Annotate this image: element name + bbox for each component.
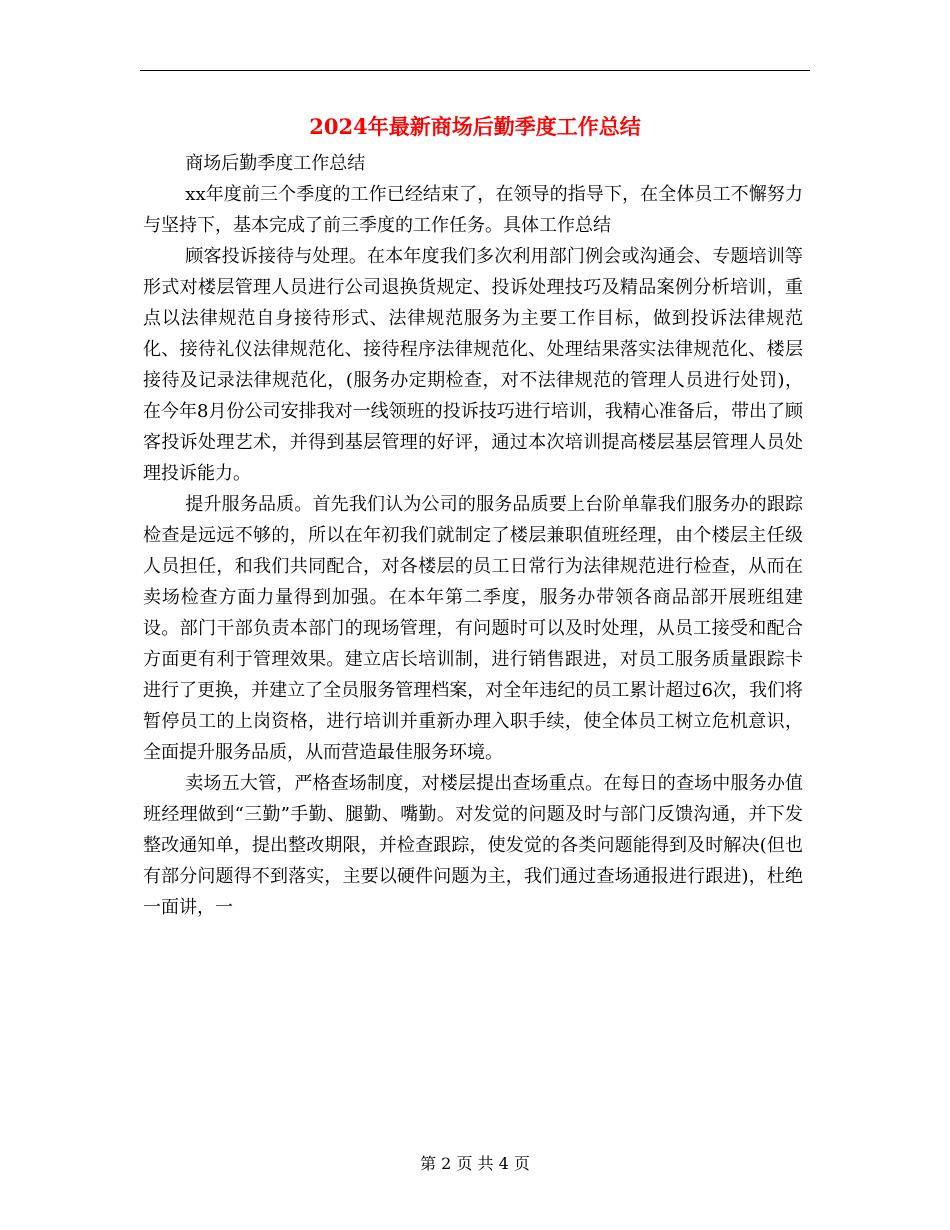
header-rule	[140, 70, 810, 71]
service-quality-paragraph: 提升服务品质。首先我们认为公司的服务品质要上台阶单靠我们服务办的跟踪检查是远远不够的，所以在年初我们就制定了楼层兼职值班经理，由个楼层主任级人员担任，和我们共同配合，对各楼层的员工日常行为法律规范进行检查，从而在卖场检查方面力量得到加强。在本年第二季度，服务办带领各商品部开展班组建设。部门干部负责本部门的现场管理，有问题时可以及时处理，从员工接受和配合方面更有利于管理效果。建立店长培训制，进行销售跟进，对员工服务质量跟踪卡进行了更换，并建立了全员服务管理档案，对全年违纪的员工累计超过6次，我们将暂停员工的上岗资格，进行培训并重新办理入职手续，使全体员工树立危机意识，全面提升服务品质，从而营造最佳服务环境。	[143, 494, 803, 763]
section-heading: 商场后勤季度工作总结	[185, 153, 366, 174]
document-title: 2024年最新商场后勤季度工作总结	[309, 114, 641, 139]
intro-paragraph: xx年度前三个季度的工作已经结束了，在领导的指导下，在全体员工不懈努力与坚持下，基本完成了前三季度的工作任务。具体工作总结	[143, 184, 803, 236]
page-number: 第 2 页 共 4 页	[420, 1154, 530, 1173]
store-inspection-paragraph: 卖场五大管，严格查场制度，对楼层提出查场重点。在每日的查场中服务办值班经理做到“三勤”手勤、腿勤、嘴勤。对发觉的问题及时与部门反馈沟通，并下发整改通知单，提出整改期限，并检查跟踪，使发觉的各类问题能得到及时解决(但也有部分问题得不到落实，主要以硬件问题为主，我们通过查场通报进行跟进)，杜绝一面讲，一	[143, 773, 803, 918]
document-body	[143, 148, 803, 923]
complaint-handling-paragraph: 顾客投诉接待与处理。在本年度我们多次利用部门例会或沟通会、专题培训等形式对楼层管理人员进行公司退换货规定、投诉处理技巧及精品案例分析培训，重点以法律规范自身接待形式、法律规范服务为主要工作目标，做到投诉法律规范化、接待礼仪法律规范化、接待程序法律规范化、处理结果落实法律规范化、楼层接待及记录法律规范化，(服务办定期检查，对不法律规范的管理人员进行处罚)，在今年8月份公司安排我对一线领班的投诉技巧进行培训，我精心准备后，带出了顾客投诉处理艺术，并得到基层管理的好评，通过本次培训提高楼层基层管理人员处理投诉能力。	[143, 246, 803, 484]
